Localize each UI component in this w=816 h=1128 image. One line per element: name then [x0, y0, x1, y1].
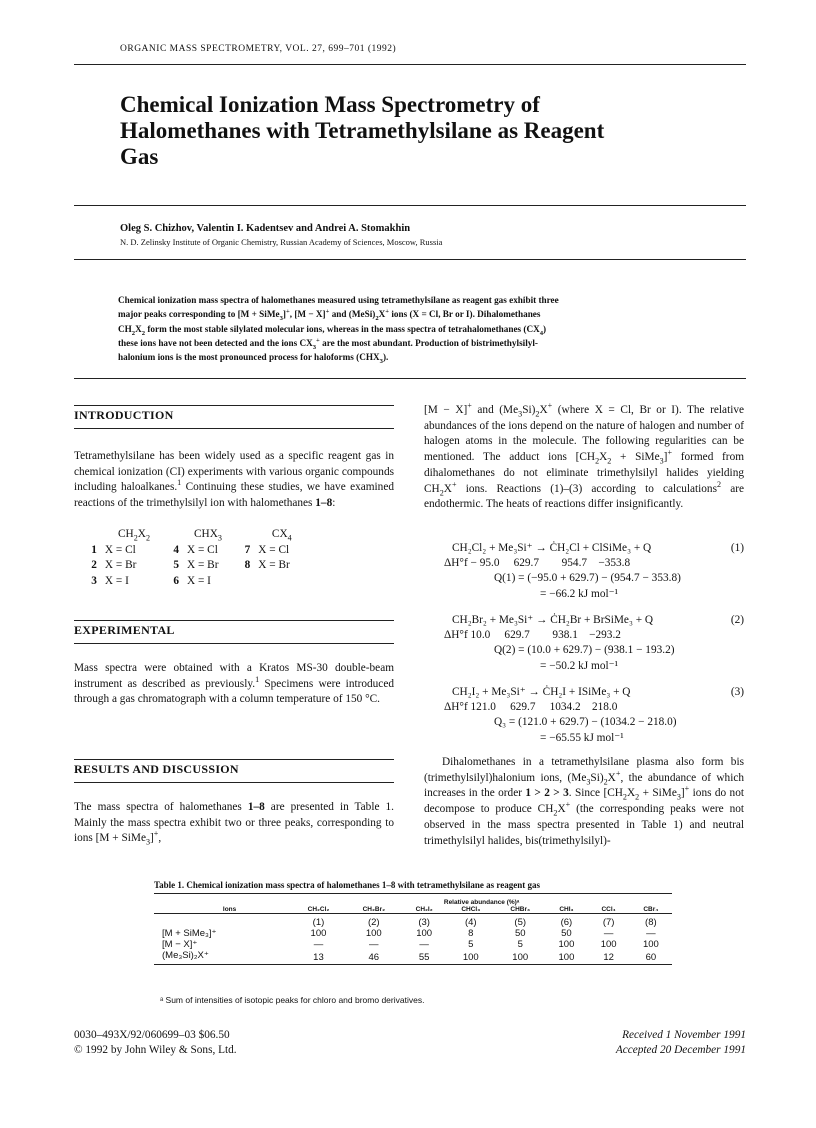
table-cell: (8) — [630, 914, 672, 929]
table-cell: (7) — [588, 914, 630, 929]
table-cell: (2) — [346, 914, 402, 929]
table-cell: 13 — [291, 950, 346, 965]
running-head: ORGANIC MASS SPECTROMETRY, VOL. 27, 699–701 (1992) — [120, 44, 397, 54]
table-row-label: [M − X]⁺ — [162, 939, 198, 950]
table-column-header: CH₂I₂ — [415, 906, 433, 913]
data-table — [154, 893, 672, 965]
table-cell: (4) — [446, 914, 495, 929]
table-group-header: Relative abundance (%)ᵃ — [291, 894, 672, 907]
enthalpy-values: ΔH°f 10.0 629.7 938.1 −293.2 — [444, 629, 621, 641]
equation-number: (3) — [730, 686, 744, 698]
equation-number: (2) — [730, 614, 744, 626]
compound-head: CH — [118, 528, 134, 540]
table-cell: 100 — [446, 950, 495, 965]
table-column-header: CBr₄ — [643, 906, 659, 913]
table-cell: 5 — [517, 939, 523, 950]
compound-head: CX — [271, 528, 288, 540]
table-cell: — — [419, 939, 429, 950]
table-cell: 46 — [346, 950, 402, 965]
title-line: Gas — [120, 144, 159, 169]
experimental-text: Mass spectra were obtained with a Kratos MS-30 double-beam instrument as described as previously.$^1$ Specimens were introduced through a gas chromatograph with a column temperature of 150 °C. — [74, 662, 394, 706]
table-cell: 100 — [495, 950, 545, 965]
section-heading-experimental: EXPERIMENTAL — [74, 620, 394, 644]
table-cell: — — [313, 939, 324, 950]
table-cell: — — [603, 928, 614, 939]
table-cell: 100 — [545, 950, 587, 965]
table-cell: 100 — [642, 939, 659, 950]
table-column-header: CH₂Br₂ — [362, 906, 385, 913]
equation-number: (1) — [730, 542, 744, 554]
issn-line: 0030–493X/92/060699–03 $06.50 — [74, 1029, 230, 1041]
table-cell: 12 — [588, 950, 630, 965]
right-column-text-2: Dihalomethanes in a tetramethylsilane plasma also form bis (trimethylsilyl)halonium ions, $(Me_3Si)_2X^+$, the abundance of which increases in the order 1 > 2 > 3. Since [$CH_2X_2$ + SiMe$_3$]+ ions do not decompose to produce $CH_2X^+$ (the corresponding peaks were not observed in the mass spectra presented in Table 1) and neutral trimethylsilyl halides, bis(trimethylsilyl)- — [424, 756, 745, 847]
accepted-date: Accepted 20 December 1991 — [615, 1044, 746, 1056]
table-row — [154, 928, 672, 939]
abstract-line: major peaks corresponding to [M + SiMe$_3$]+, [M − X]+ and $(MeSi)_2X^+$ ions (X = Cl, Br or I). Dihalomethanes — [118, 308, 541, 323]
table-cell: (3) — [402, 914, 447, 929]
table-column-header: CHI₃ — [559, 906, 574, 913]
abstract-line: these ions have not been detected and the ions $CX_3^+$ are the most abundant. Production of bistrimethylsilyl- — [118, 336, 538, 351]
affiliation: N. D. Zelinsky Institute of Organic Chemistry, Russian Academy of Sciences, Moscow, Russia — [120, 237, 443, 247]
affiliation-rule — [74, 259, 746, 260]
paper-title — [120, 92, 720, 170]
heat-result: = −66.2 kJ mol⁻¹ — [540, 588, 618, 600]
heat-expression: Q(1) = (−95.0 + 629.7) − (954.7 − 353.8) — [494, 572, 681, 584]
introduction-text: Tetramethylsilane has been widely used as a specific reagent gas in chemical ionization (CI) experiments with various organic compounds including haloalkanes.$^1$ Continuing these studies, we have examined reactions of the trimethylsilyl ion with halomethanes 1–8: — [74, 450, 394, 510]
table-cell: 100 — [600, 939, 617, 950]
abstract-line: Chemical ionization mass spectra of halomethanes measured using tetramethylsilane as reagent gas exhibit three — [118, 295, 559, 305]
table-row-label: [M + SiMe₃]⁺ — [162, 928, 217, 939]
table-cell: (1) — [291, 914, 346, 929]
table-column-header: CHBr₃ — [510, 906, 531, 913]
footer-right — [616, 1028, 746, 1058]
enthalpy-values: ΔH°f − 95.0 629.7 954.7 −353.8 — [444, 557, 631, 569]
heat-result: = −65.55 kJ mol⁻¹ — [540, 732, 624, 744]
heat-expression: Q(2) = (10.0 + 629.7) − (938.1 − 193.2) — [494, 644, 675, 656]
abstract-line: halonium ions is the most pronounced process for haloforms $(CHX_3)$. — [118, 352, 389, 366]
header-rule — [74, 64, 746, 65]
enthalpy-values: ΔH°f 121.0 629.7 1034.2 218.0 — [444, 701, 618, 713]
abstract-line: $CH_2X_2$ form the most stable silylated molecular ions, whereas in the mass spectra of tetrahalomethanes $(CX_4)$ — [118, 323, 547, 337]
section-heading-introduction: INTRODUCTION — [74, 405, 394, 429]
equation-1: CH₂Cl₂ + Me₃Si⁺ → ĊH₂Cl + ClSiMe₃ + Q — [452, 542, 652, 554]
heat-expression: Q₃ = (121.0 + 629.7) − (1034.2 − 218.0) — [494, 716, 677, 728]
abstract — [118, 293, 703, 364]
footer-left — [74, 1028, 237, 1058]
authors: Oleg S. Chizhov, Valentin I. Kadentsev and Andrei A. Stomakhin — [120, 223, 411, 234]
table-cell: 8 — [468, 928, 474, 939]
right-column-text-1: [M − X]+ and $(Me_3Si)_2X^+$ (where X = Cl, Br or I). The relative abundances of the ions depend on the nature of halogen and number of halogen atoms in the molecule. The following regularities can be mentioned. The adduct ions [$CH_2X_2$ + SiMe$_3$]+ formed from dihalomethanes do not eliminate trimethylsilyl halides yielding $CH_2X^+$ ions. Reactions (1)–(3) according to calculations$^2$ are endothermic. The heats of reactions differ insignificantly. — [424, 401, 745, 511]
equation-2: CH₂Br₂ + Me₃Si⁺ → ĊH₂Br + BrSiMe₃ + Q — [452, 614, 654, 626]
table-spacer — [154, 914, 291, 929]
results-text: The mass spectra of halomethanes 1–8 are presented in Table 1. Mainly the mass spectra exhibit two or three peaks, corresponding to ions [M + SiMe$_3$]+, — [74, 801, 394, 847]
table-column-header: CCl₄ — [601, 906, 616, 913]
table-cell: 50 — [561, 928, 572, 939]
title-line: Halomethanes with Tetramethylsilane as Reagent — [120, 118, 605, 143]
compound-head: CHX — [194, 528, 218, 540]
table-cell: 55 — [402, 950, 447, 965]
copyright-line: © 1992 by John Wiley & Sons, Ltd. — [74, 1044, 237, 1056]
table-cell: (6) — [545, 914, 587, 929]
title-rule — [74, 205, 746, 206]
section-heading-results: RESULTS AND DISCUSSION — [74, 759, 394, 783]
table-cell: (5) — [495, 914, 545, 929]
table-cell: 100 — [558, 939, 575, 950]
title-line: Chemical Ionization Mass Spectrometry of — [120, 92, 540, 117]
equations — [444, 540, 744, 790]
table-column-header: CH₂Cl₂ — [307, 906, 330, 913]
table-cell: — — [646, 928, 656, 939]
table-cell: 100 — [365, 928, 382, 939]
table-cell: 60 — [630, 950, 672, 965]
heat-result: = −50.2 kJ mol⁻¹ — [540, 660, 618, 672]
table-row — [154, 950, 672, 965]
table-column-header: CHCl₃ — [461, 906, 481, 913]
table-cell: — — [369, 939, 379, 950]
table-column-header: Ions — [222, 906, 237, 913]
table-cell: 50 — [514, 928, 526, 939]
table-footnote: ᵃ Sum of intensities of isotopic peaks for chloro and bromo derivatives. — [160, 995, 425, 1005]
table-cell: 100 — [416, 928, 433, 939]
table-cell: 5 — [468, 939, 474, 950]
table-row — [154, 939, 672, 950]
table-row-label: (Me₃Si)₂X⁺ — [154, 950, 291, 965]
compound-list: $CH_2X_2$ $CHX_3$ $CX_4$ 1 X = Cl 4 X = Cl 7 X = Cl 2 X = Br 5 X = Br 8 X = Br 3 X = I 6 X = I — [91, 528, 292, 587]
table-caption: Table 1. Chemical ionization mass spectra of halomethanes 1–8 with tetramethylsilane as reagent gas — [154, 880, 540, 890]
table-spacer — [154, 894, 291, 907]
abstract-rule — [74, 378, 746, 379]
received-date: Received 1 November 1991 — [622, 1029, 746, 1041]
equation-3: CH₂I₂ + Me₃Si⁺ → ĊH₂I + ISiMe₃ + Q — [452, 686, 631, 698]
table-cell: 100 — [310, 928, 327, 939]
